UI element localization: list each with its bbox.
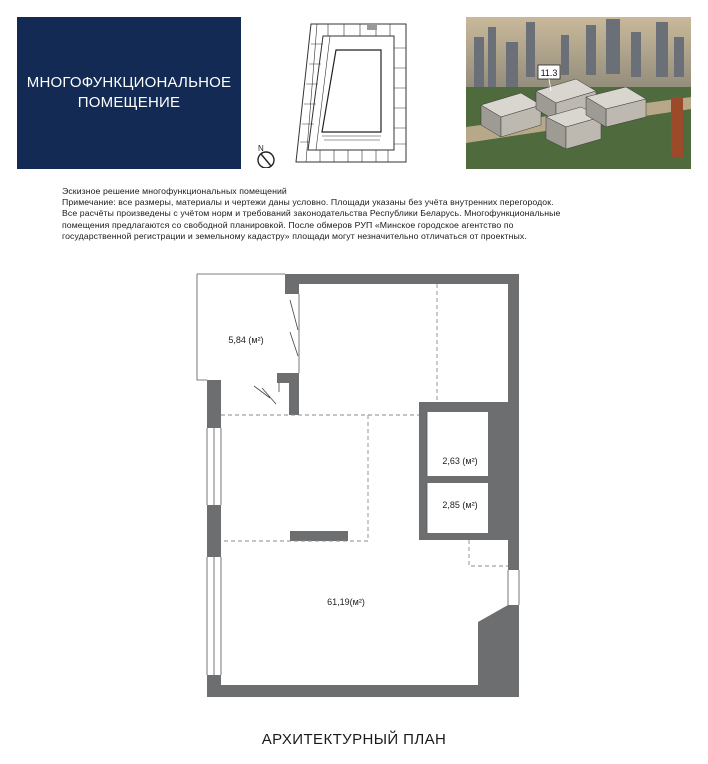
- room-label-wc-1: 2,63 (м²): [442, 456, 478, 466]
- note-line: помещения предлагаются со свободной планировкой. После обмеров РУП «Минское городское агентство по: [62, 219, 514, 230]
- highlighted-unit: [367, 24, 377, 30]
- title-line-2: ПОМЕЩЕНИЕ: [77, 94, 181, 111]
- key-plan: [248, 20, 458, 168]
- note-line: государственной регистрации и земельному кадастру» площади могут незначительно отличаться от проектных.: [62, 230, 527, 241]
- building-outline: [296, 24, 406, 162]
- note-line: Все расчёты произведены с учётом норм и требований законодательства Республики Беларусь. Многофункциональные: [62, 208, 561, 219]
- note-line: Эскизное решение многофункциональных помещений: [62, 186, 287, 196]
- plan-title: АРХИТЕКТУРНЫЙ ПЛАН: [261, 731, 447, 748]
- room-label-wc-2: 2,85 (м²): [442, 500, 478, 510]
- note-line: Примечание: все размеры, материалы и чертежи даны условно. Площади указаны без учёта внутренних перегородок.: [62, 197, 554, 208]
- plan-zone-lines: [221, 284, 508, 566]
- north-label: N: [258, 144, 264, 153]
- notes-block: [62, 186, 662, 242]
- room-label-main-hall: 61,19(м²): [327, 597, 365, 607]
- orange-tower: [671, 97, 683, 157]
- room-label-vestibule: 5,84 (м²): [228, 335, 264, 345]
- title-banner: [17, 17, 241, 169]
- aerial-render: [466, 17, 691, 169]
- title-line-1: МНОГОФУНКЦИОНАЛЬНОЕ: [26, 74, 232, 91]
- compass-icon: [258, 144, 274, 168]
- building-label: 11.3: [540, 68, 558, 78]
- floor-plan: [190, 270, 530, 706]
